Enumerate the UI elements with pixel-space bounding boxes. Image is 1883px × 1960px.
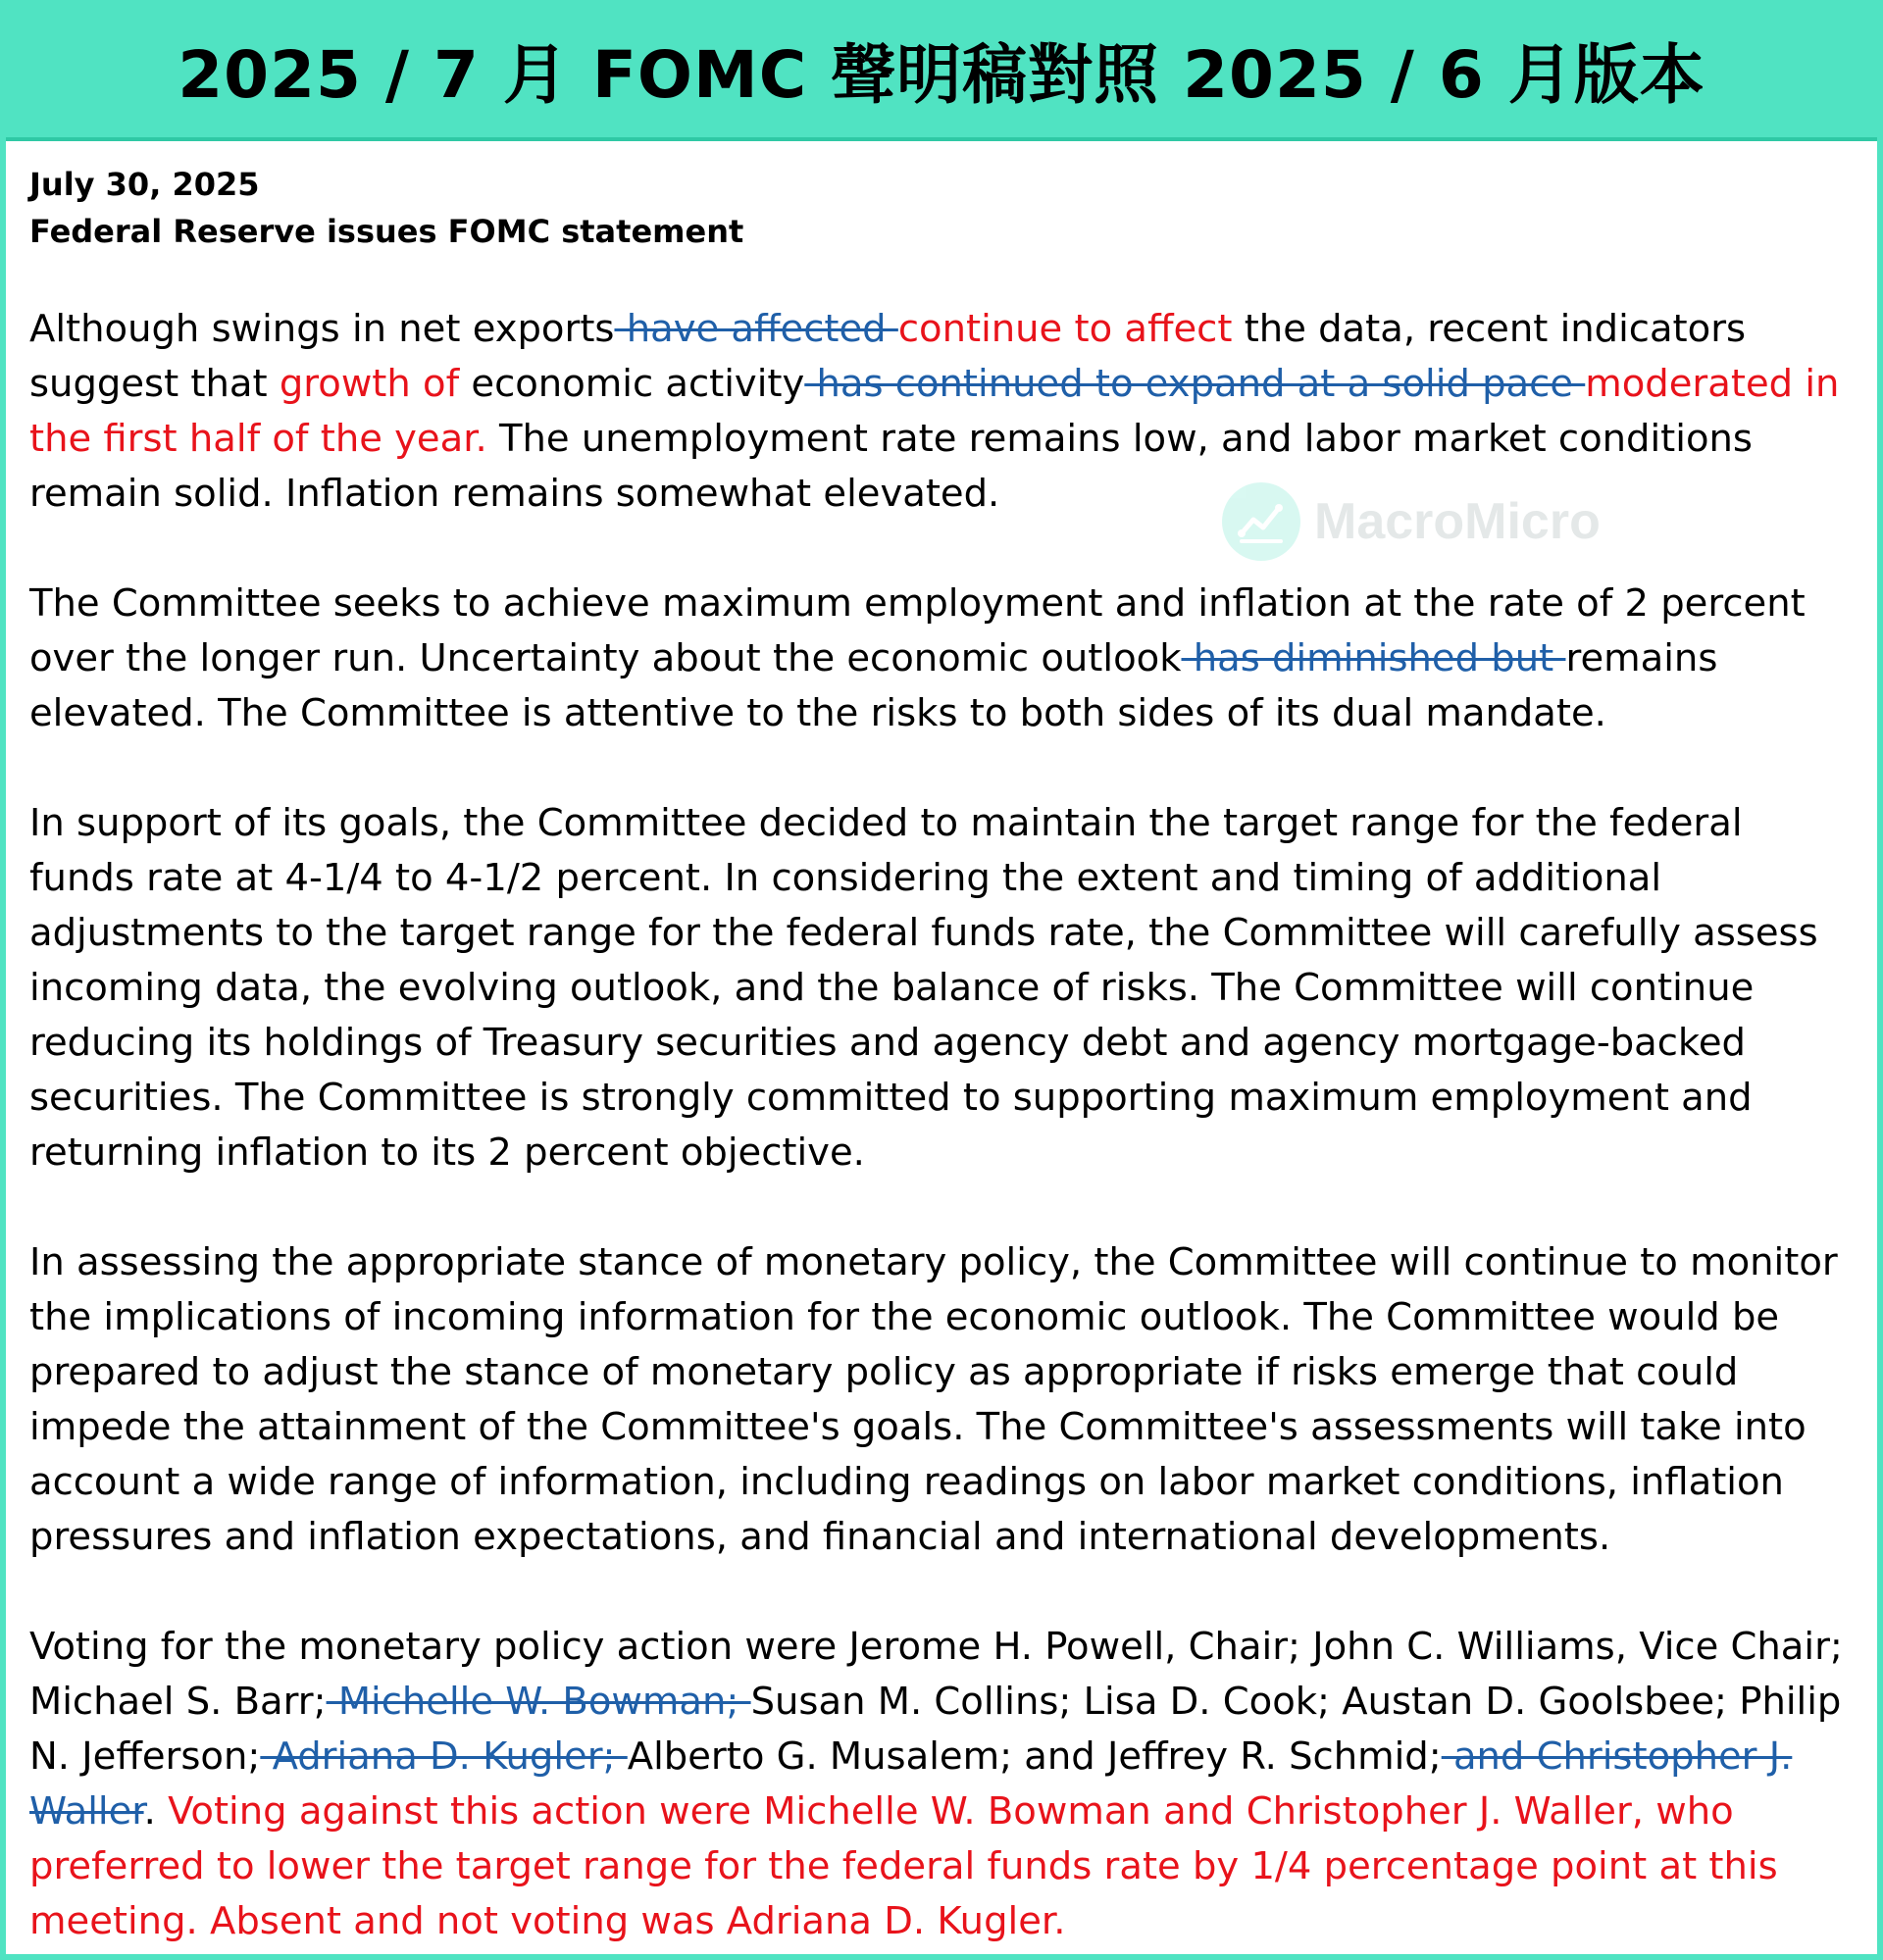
added-text: moderated in the first half of the year. [29, 362, 1840, 461]
deleted-text: Michelle W. Bowman; [326, 1680, 751, 1724]
paragraph-economic-activity [29, 302, 1852, 522]
text-segment: Although swings in net exports [29, 307, 615, 351]
title-banner [6, 0, 1877, 141]
deleted-text: have affected [614, 307, 898, 351]
paragraph-committee-goals [29, 577, 1852, 741]
text-segment: Alberto G. Musalem; and Jeffrey R. Schmid; [627, 1734, 1442, 1779]
text-segment: Susan M. Collins; Lisa D. Cook; Austan D. Goolsbee; Philip N. Jefferson; [29, 1680, 1842, 1779]
text-segment: In support of its goals, the Committee decided to maintain the target range for the federal funds rate at 4-1/4 to 4-1/2 percent. In considering the extent and timing of additional adjustments to the target range for the federal funds rate, the Committee will carefully assess incoming data, the evolving outlook, and the balance of risks. The Committee will continue reducing its holdings of Treasury securities and agency debt and agency mortgage-backed securities. The Committee is strongly committed to supporting maximum employment and returning inflation to its 2 percent objective. [29, 801, 1818, 1175]
deleted-text: and Christopher J. Waller [29, 1734, 1793, 1834]
deleted-text: has diminished but [1181, 636, 1566, 680]
deleted-text: Adriana D. Kugler; [260, 1734, 628, 1779]
paragraph-policy-decision [29, 796, 1852, 1181]
statement-body [6, 141, 1877, 1949]
deleted-text: has continued to expand at a solid pace [804, 362, 1586, 406]
text-segment: the data, recent indicators suggest that [29, 307, 1747, 406]
text-segment: Voting for the monetary policy action were Jerome H. Powell, Chair; John C. Williams, Vice Chair; Michael S. Barr; [29, 1625, 1843, 1724]
text-segment: In assessing the appropriate stance of monetary policy, the Committee will continue to monitor the implications of incoming information for the economic outlook. The Committee would be prepared to adjust the stance of monetary policy as appropriate if risks emerge that could impede the attainment of the Committee's goals. The Committee's assessments will take into account a wide range of information, including readings on labor market conditions, inflation pressures and inflation expectations, and financial and international developments. [29, 1240, 1838, 1559]
text-segment: The Committee seeks to achieve maximum employment and inflation at the rate of 2 percent over the longer run. Uncertainty about the economic outlook [29, 581, 1806, 680]
statement-headline: Federal Reserve issues FOMC statement [29, 213, 744, 250]
paragraph-voting [29, 1620, 1852, 1949]
added-text: growth of [279, 362, 460, 406]
paragraph-policy-stance [29, 1235, 1852, 1565]
statement-meta [29, 161, 1852, 255]
text-segment: remains elevated. The Committee is attentive to the risks to both sides of its dual mandate. [29, 636, 1718, 735]
added-text: continue to affect [897, 307, 1233, 351]
text-segment: . [143, 1789, 169, 1834]
watermark-text: MacroMicro [1314, 493, 1601, 550]
text-segment: economic activity [459, 362, 805, 406]
text-segment: The unemployment rate remains low, and labor market conditions remain solid. Inflation remains somewhat elevated. [29, 417, 1753, 516]
page-title: 2025 / 7 月 FOMC 聲明稿對照 2025 / 6 月版本 [178, 36, 1705, 113]
added-text: Voting against this action were Michelle W. Bowman and Christopher J. Waller, who preferred to lower the target range for the federal funds rate by 1/4 percentage point at this meeting. Absent and not voting was Adriana D. Kugler. [29, 1789, 1778, 1943]
statement-date: July 30, 2025 [29, 166, 260, 203]
